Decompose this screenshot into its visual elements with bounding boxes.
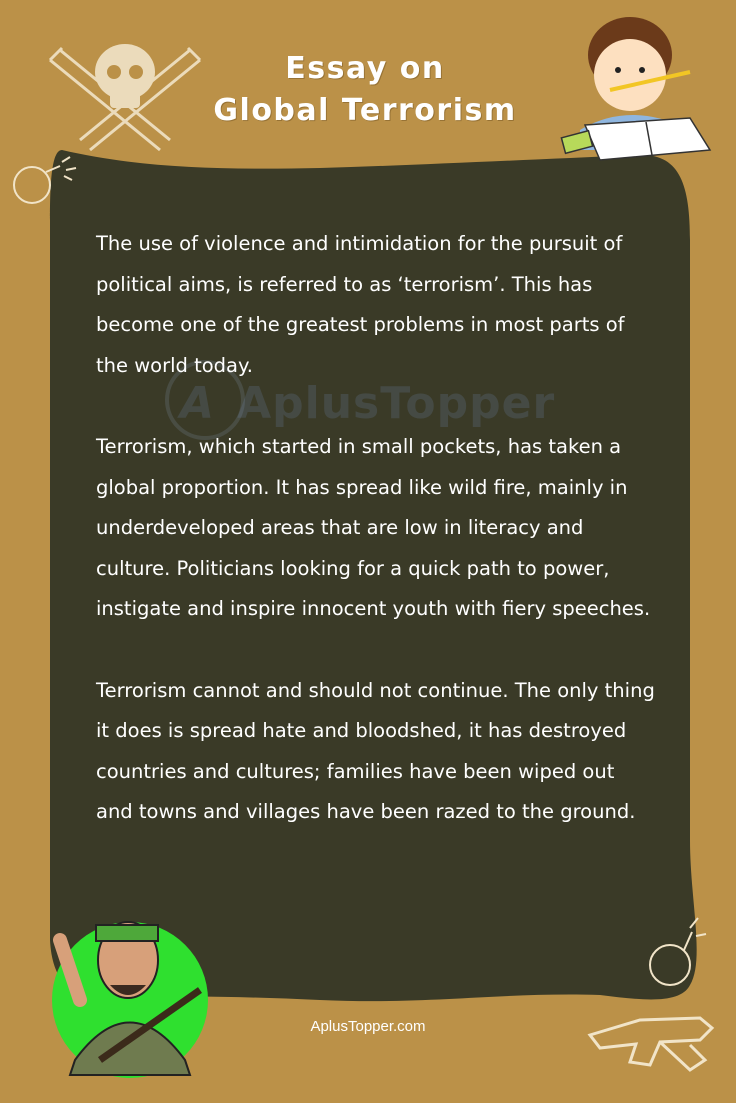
watermark-logo-letter: A xyxy=(180,378,216,429)
terrorist-with-gun-icon xyxy=(52,922,208,1078)
watermark-brand: AplusTopper xyxy=(237,378,556,429)
essay-paragraph-2: Terrorism, which started in small pockets, has taken a global proportion. It has spread like wild fire, mainly in underdeveloped areas that are low in literacy and culture. Politicians looking for a quick path to power, instigate and inspire innocent youth with fiery speeches. xyxy=(96,435,651,620)
title-line-1: Essay on xyxy=(285,51,445,86)
student-reading-icon xyxy=(561,17,710,160)
essay-paragraph-3: Terrorism cannot and should not continue. The only thing it does is spread hate and bloodshed, it has destroyed countries and cultures; families have been wiped out and towns and villages have been razed to the ground. xyxy=(96,678,655,823)
skull-crossed-guns-icon xyxy=(50,44,200,150)
essay-paragraph-1: The use of violence and intimidation for the pursuit of political aims, is referred to as ‘terrorism’. This has become one of the greatest problems in most parts of the world today. xyxy=(96,232,625,377)
site-credit: AplusTopper.com xyxy=(310,1018,426,1035)
essay-body xyxy=(96,224,656,874)
title-line-2: Global Terrorism xyxy=(213,93,517,128)
page-title xyxy=(180,48,550,132)
